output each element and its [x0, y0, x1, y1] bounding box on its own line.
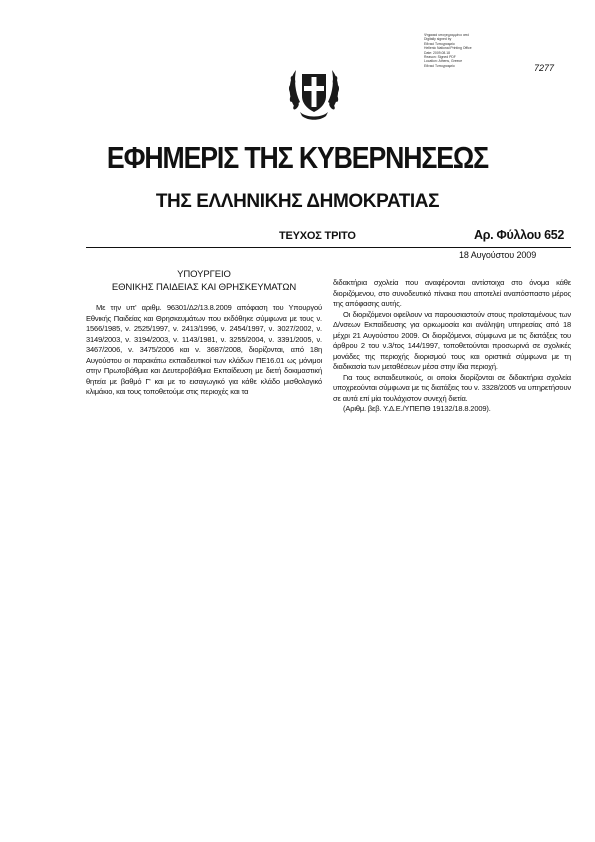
digital-signature-stamp	[424, 33, 494, 68]
decision-continuation: διδακτήρια σχολεία που αναφέρονται αντίστοιχα στο όνομα κάθε διοριζόμενου, στο συνοδευτικό πίνακα που αποτελεί αναπόσπαστο μέρος της απόφασης αυτής.	[333, 278, 571, 308]
service-obligation-paragraph: Για τους εκπαιδευτικούς, οι οποίοι διορίζονται σε διδακτήρια σχολεία υποχρεούνται σύμφωνα με τις διατάξεις του ν. 3328/2005 να υπηρετήσουν σε αυτά επί μία τουλάχιστον συνεχή διετία.	[333, 372, 571, 403]
greek-coat-of-arms-icon	[286, 62, 342, 124]
stamp-line: Digitally signed by	[424, 37, 452, 42]
sheet-number: Αρ. Φύλλου 652	[474, 228, 565, 242]
left-column	[86, 268, 322, 398]
right-column	[333, 278, 571, 415]
ministry-heading	[86, 268, 322, 294]
page-number: 7277	[534, 63, 555, 73]
gazette-subtitle: ΤΗΣ ΕΛΛΗΝΙΚΗΣ ΔΗΜΟΚΡΑΤΙΑΣ	[155, 191, 440, 212]
appointment-paragraph: Οι διοριζόμενοι οφείλουν να παρουσιαστούν στους προϊσταμένους των Δ/νσεων Εκπαίδευσης για ορκωμοσία και ανάληψη υπηρεσίας από 18 μέχρι 21 Αυγούστου 2009. Οι διοριζόμενοι, σύμφωνα με τις διατάξεις του άρθρου 2 του ν.3/τος 144/1997, τοποθετούνται προσωρινά σε σχολικές μονάδες της περιοχής διορισμού τους και οριστικά σύμφωνα με τη διαδικασία των μεταθέσεων μέσα στην ίδια περιοχή.	[333, 309, 571, 371]
stamp-line: Ψηφιακά υπογεγραμμένο από	[424, 33, 470, 37]
decision-paragraph: Με την υπ' αριθμ. 96301/Δ2/13.8.2009 απόφαση του Υπουργού Εθνικής Παιδείας και Θρησκευμάτων που εκδόθηκε σύμφωνα με τους ν. 1566/1985, ν. 2525/1997, ν. 2413/1996, ν. 2454/1997, ν. 3027/2002, ν. 3149/2003, ν. 3194/2003, ν. 1143/1981, ν. 3255/2004, ν. 3391/2005, ν. 3467/2006, ν. 3475/2006 και ν. 3687/2008, διορίζονται, από 18η Αυγούστου οι παρακάτω εκπαιδευτικοί των κλάδων ΠΕ16.01 ως μόνιμοι στην Πρωτοβάθμια και Δευτεροβάθμια Εκπαίδευση με διετή δοκιμαστική θητεία με βαθμό Γ' και με το εισαγωγικό για κάθε κλάδο μισθολογικό κλιμάκιο, και τους τοποθετούμε στις περιοχές και τα	[86, 303, 322, 396]
stamp-line: Location: Athens, Greece	[424, 59, 463, 64]
issue-type: ΤΕΥΧΟΣ ΤΡΙΤΟ	[279, 230, 356, 242]
issue-date: 18 Αυγούστου 2009	[459, 250, 537, 260]
stamp-line: Εθνικό Τυπογραφείο	[424, 63, 455, 68]
ministry-name: ΕΘΝΙΚΗΣ ΠΑΙΔΕΙΑΣ ΚΑΙ ΘΡΗΣΚΕΥΜΑΤΩΝ	[111, 282, 297, 293]
header-divider	[86, 247, 571, 248]
reference-number: (Αριθμ. βεβ. Υ.Δ.Ε./ΥΠΕΠΘ 19132/18.8.2009).	[343, 404, 491, 413]
stamp-line: Hellenic National Printing Office	[424, 46, 472, 51]
gazette-title: ΕΦΗΜΕΡΙΣ ΤΗΣ ΚΥΒΕΡΝΗΣΕΩΣ	[106, 140, 489, 175]
stamp-line: Reason: Signed PDF	[424, 55, 456, 60]
stamp-line: Date: 2009.08.18	[424, 50, 451, 55]
ministry-line: ΥΠΟΥΡΓΕΙΟ	[177, 269, 231, 280]
stamp-line: Εθνικό Τυπογραφείο	[424, 41, 455, 46]
